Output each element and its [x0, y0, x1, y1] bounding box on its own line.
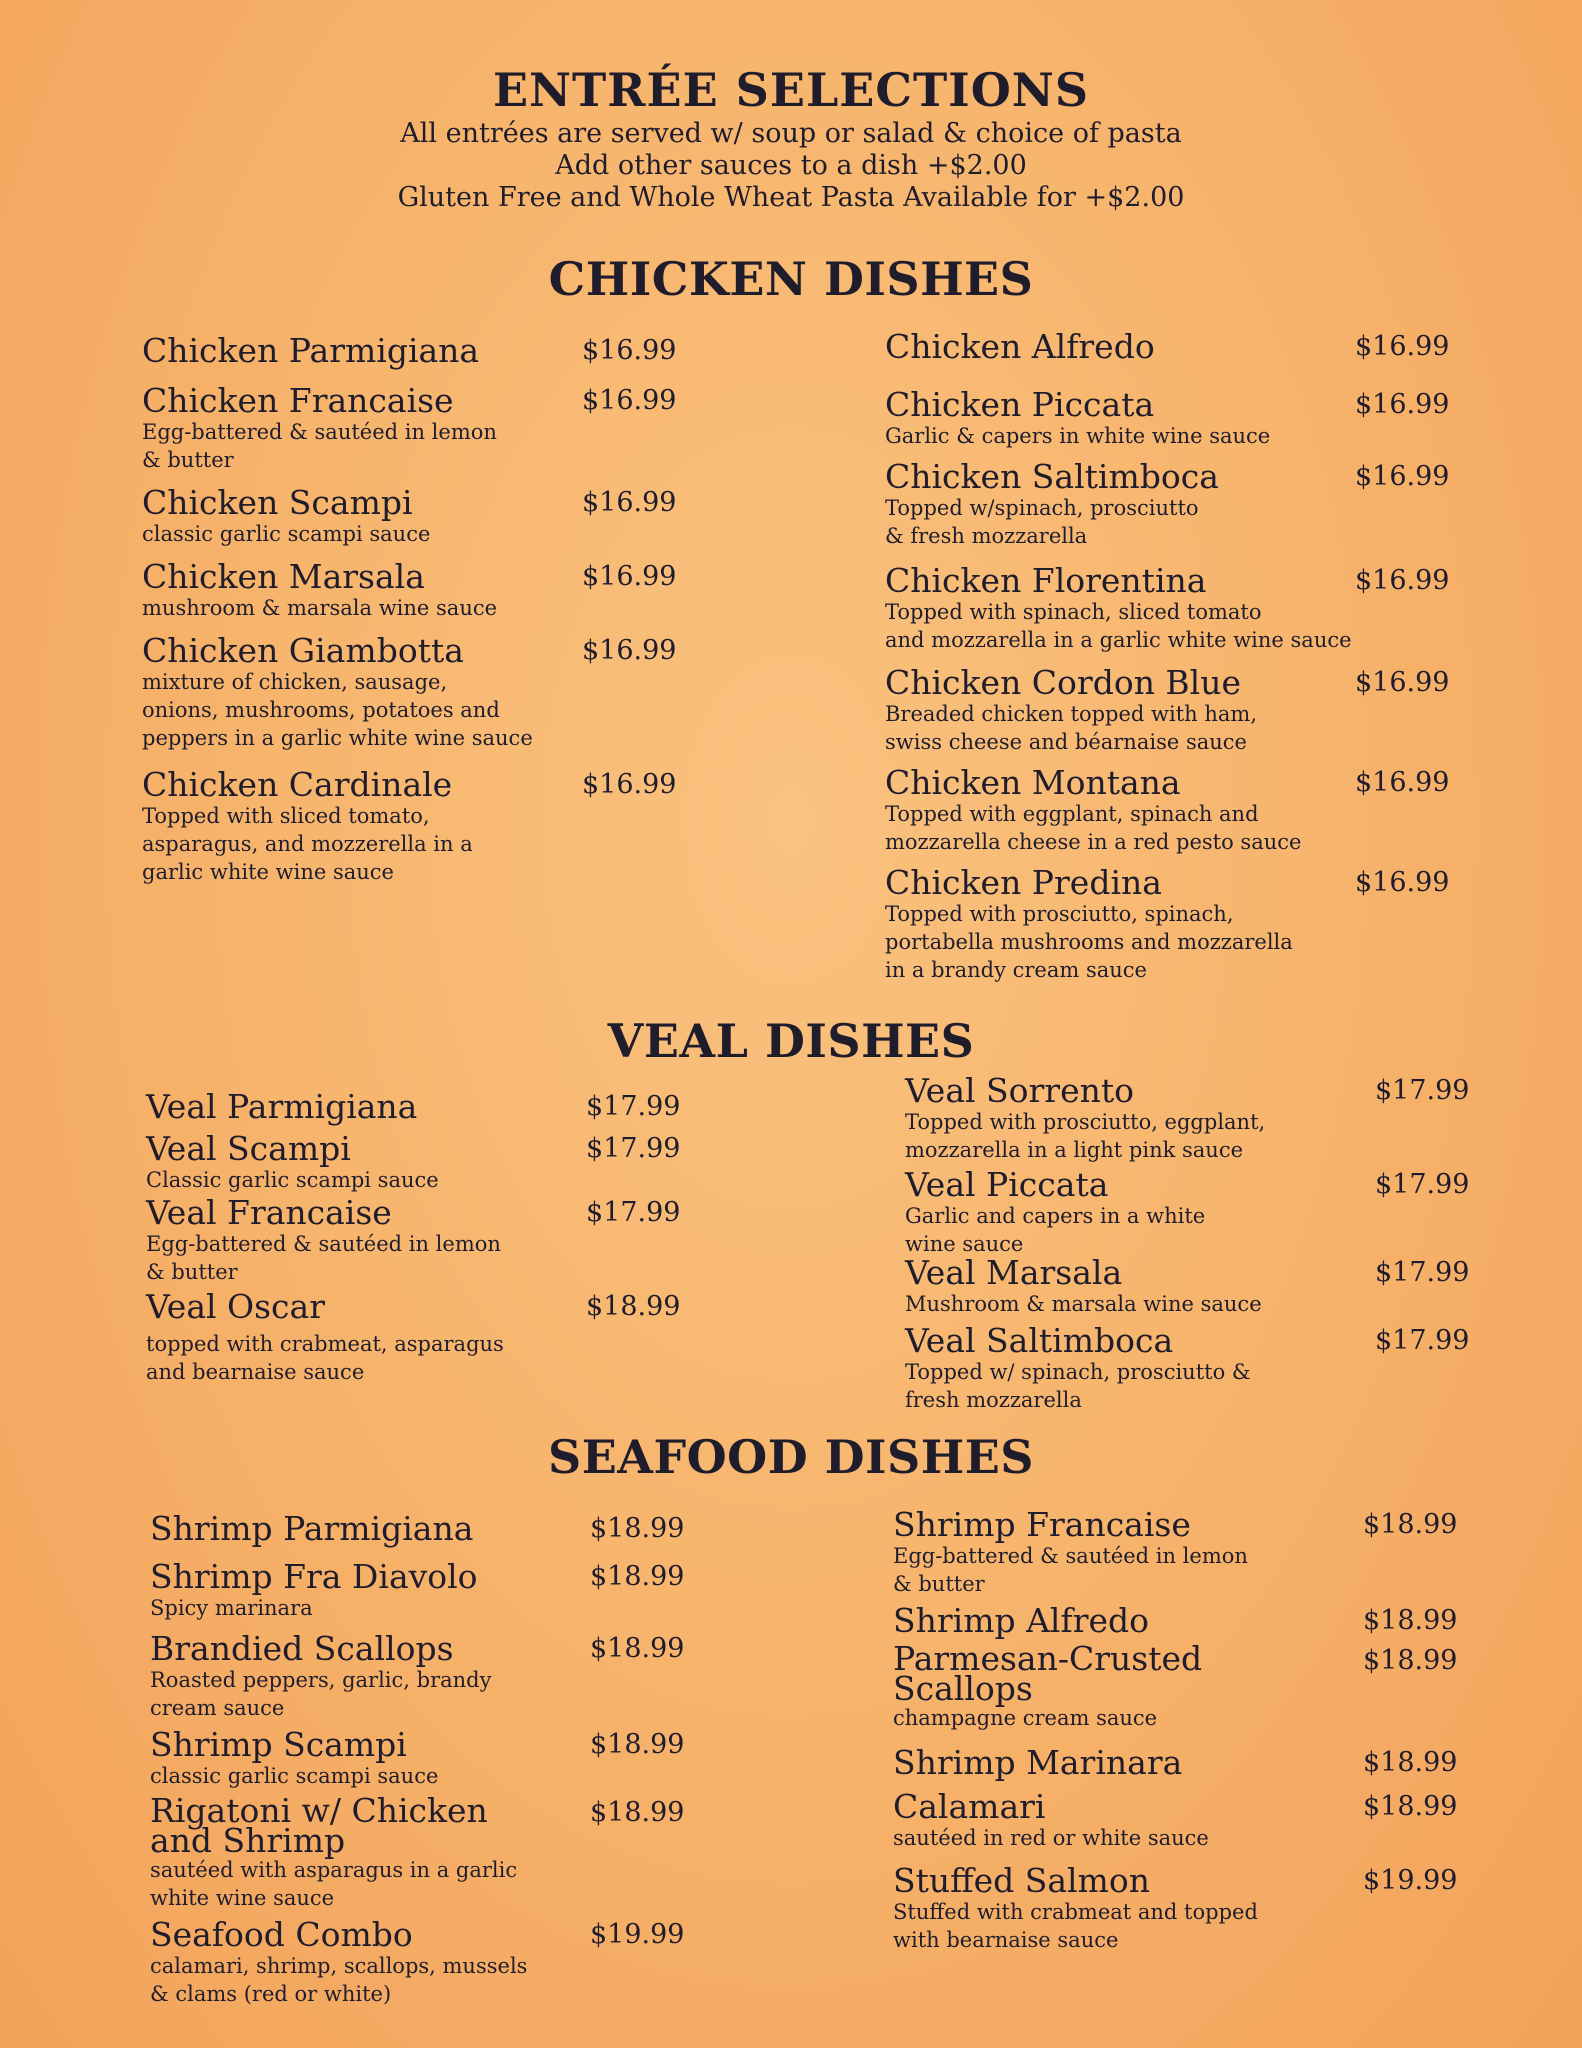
menu-item-chicken-cordon-blue — [885, 663, 1485, 756]
item-price: $16.99 — [1355, 389, 1450, 420]
menu-item-parmesan-crusted-scallops — [893, 1639, 1493, 1732]
item-name: Chicken Scampi — [142, 483, 413, 522]
item-name: Brandied Scallops — [150, 1629, 454, 1668]
item-description: Topped with sliced tomato, asparagus, and mozzerella in a garlic white wine sauce — [142, 804, 473, 884]
menu-item-veal-francaise — [146, 1193, 746, 1286]
item-price: $18.99 — [590, 1797, 685, 1828]
item-price: $17.99 — [1375, 1169, 1470, 1200]
menu-item-chicken-cardinale — [142, 765, 742, 886]
item-name: Shrimp Alfredo — [893, 1601, 1149, 1640]
menu-item-brandied-scallops — [150, 1629, 750, 1722]
header-note-gluten-free: Gluten Free and Whole Wheat Pasta Available for +$2.00 — [397, 182, 1185, 213]
item-price: $18.99 — [590, 1633, 685, 1664]
menu-item-chicken-saltimboca — [885, 457, 1485, 550]
item-description: mixture of chicken, sausage, onions, mushrooms, potatoes and peppers in a garlic white wine sauce — [142, 670, 533, 750]
menu-item-chicken-florentina — [885, 561, 1485, 654]
item-description: Topped with prosciutto, spinach, portabella mushrooms and mozzarella in a brandy cream sauce — [885, 902, 1293, 982]
item-price: $17.99 — [586, 1197, 681, 1228]
item-name: Veal Marsala — [905, 1253, 1123, 1292]
item-name: Chicken Francaise — [142, 381, 454, 420]
item-price: $16.99 — [1355, 867, 1450, 898]
item-name: Veal Scampi — [146, 1129, 351, 1168]
item-price: $18.99 — [586, 1291, 681, 1322]
menu-item-veal-marsala — [905, 1253, 1505, 1318]
header-note-sauces: Add other sauces to a dish +$2.00 — [555, 150, 1027, 181]
item-description: Garlic & capers in white wine sauce — [885, 424, 1271, 448]
item-description: Topped with spinach, sliced tomato and mozzarella in a garlic white wine sauce — [885, 600, 1352, 652]
menu-item-chicken-scampi — [142, 483, 742, 548]
item-price: $17.99 — [1375, 1075, 1470, 1106]
item-description: sautéed with asparagus in a garlic white wine sauce — [150, 1858, 518, 1910]
item-name: Chicken Cordon Blue — [885, 663, 1242, 702]
menu-item-rigatoni-chicken-shrimp — [150, 1791, 750, 1912]
page-title: ENTRÉE SELECTIONS — [492, 63, 1090, 117]
menu-item-chicken-alfredo — [885, 327, 1485, 366]
menu-item-shrimp-francaise — [893, 1505, 1493, 1598]
item-description: Egg-battered & sautéed in lemon & butter — [142, 420, 497, 472]
item-name: Chicken Predina — [885, 863, 1162, 902]
item-description: Roasted peppers, garlic, brandy cream sauce — [150, 1668, 492, 1720]
menu-item-chicken-montana — [885, 763, 1485, 856]
item-description: Mushroom & marsala wine sauce — [905, 1292, 1262, 1316]
item-price: $17.99 — [1375, 1325, 1470, 1356]
item-name: Veal Oscar — [146, 1287, 325, 1326]
item-name: Calamari — [893, 1787, 1046, 1826]
item-price: $16.99 — [1355, 461, 1450, 492]
item-price: $16.99 — [1355, 565, 1450, 596]
item-name: Shrimp Fra Diavolo — [150, 1557, 478, 1596]
item-price: $18.99 — [1363, 1509, 1458, 1540]
item-price: $16.99 — [582, 635, 677, 666]
menu-item-shrimp-alfredo — [893, 1601, 1493, 1640]
item-description: sautéed in red or white sauce — [893, 1826, 1209, 1850]
item-price: $16.99 — [1355, 331, 1450, 362]
item-name: Veal Saltimboca — [905, 1321, 1174, 1360]
item-price: $18.99 — [1363, 1747, 1458, 1778]
item-name: Shrimp Scampi — [150, 1725, 407, 1764]
item-description: Garlic and capers in a white wine sauce — [905, 1204, 1206, 1256]
item-name: Chicken Giambotta — [142, 631, 464, 670]
menu-header — [0, 62, 1582, 214]
menu-item-chicken-piccata — [885, 385, 1485, 450]
item-description: Egg-battered & sautéed in lemon & butter — [146, 1232, 501, 1284]
menu-item-chicken-predina — [885, 863, 1485, 984]
item-price: $16.99 — [582, 385, 677, 416]
item-description: Topped with prosciutto, eggplant, mozzarella in a light pink sauce — [905, 1110, 1266, 1162]
item-price: $16.99 — [582, 769, 677, 800]
item-description: champagne cream sauce — [893, 1706, 1158, 1730]
item-name: Chicken Montana — [885, 763, 1181, 802]
item-description: Topped w/spinach, prosciutto & fresh mozzarella — [885, 496, 1199, 548]
menu-item-chicken-francaise — [142, 381, 742, 474]
item-price: $18.99 — [590, 1729, 685, 1760]
menu-item-veal-parmigiana — [146, 1087, 746, 1126]
item-name: Chicken Marsala — [142, 557, 425, 596]
item-name: Shrimp Parmigiana — [150, 1509, 474, 1548]
item-name: Chicken Piccata — [885, 385, 1155, 424]
item-price: $16.99 — [1355, 767, 1450, 798]
item-name: Chicken Alfredo — [885, 327, 1155, 366]
item-name: Veal Piccata — [905, 1165, 1109, 1204]
item-price: $17.99 — [586, 1091, 681, 1122]
item-name: Seafood Combo — [150, 1915, 413, 1954]
menu-item-chicken-giambotta — [142, 631, 742, 752]
item-price: $18.99 — [590, 1513, 685, 1544]
item-price: $16.99 — [582, 335, 677, 366]
item-name: Veal Francaise — [146, 1193, 392, 1232]
item-price: $19.99 — [590, 1919, 685, 1950]
item-price: $16.99 — [582, 487, 677, 518]
menu-item-veal-scampi — [146, 1129, 746, 1194]
item-description: Egg-battered & sautéed in lemon & butter — [893, 1544, 1248, 1596]
section-title-seafood: SEAFOOD DISHES — [547, 1430, 1035, 1484]
item-description: Topped w/ spinach, prosciutto & fresh mozzarella — [905, 1360, 1251, 1412]
item-description: Topped with eggplant, spinach and mozzarella cheese in a red pesto sauce — [885, 802, 1302, 854]
item-name: Chicken Saltimboca — [885, 457, 1219, 496]
menu-item-veal-saltimboca — [905, 1321, 1505, 1414]
menu-item-veal-piccata — [905, 1165, 1505, 1258]
item-price: $18.99 — [1363, 1645, 1458, 1676]
item-description: classic garlic scampi sauce — [142, 522, 431, 546]
item-name: Chicken Parmigiana — [142, 331, 480, 370]
menu-item-chicken-marsala — [142, 557, 742, 622]
item-price: $18.99 — [1363, 1791, 1458, 1822]
menu-item-shrimp-marinara — [893, 1743, 1493, 1782]
item-price: $17.99 — [586, 1133, 681, 1164]
menu-item-calamari — [893, 1787, 1493, 1852]
item-description: classic garlic scampi sauce — [150, 1764, 439, 1788]
menu-item-shrimp-scampi — [150, 1725, 750, 1790]
item-price: $16.99 — [582, 561, 677, 592]
section-title-chicken: CHICKEN DISHES — [548, 252, 1034, 306]
item-name: Chicken Cardinale — [142, 765, 453, 804]
section-title-veal: VEAL DISHES — [607, 1014, 975, 1068]
item-price: $16.99 — [1355, 667, 1450, 698]
item-name: Shrimp Francaise — [893, 1505, 1191, 1544]
item-price: $18.99 — [590, 1561, 685, 1592]
item-name: Parmesan-Crusted Scallops — [893, 1639, 1203, 1708]
item-description: Breaded chicken topped with ham, swiss cheese and béarnaise sauce — [885, 702, 1258, 754]
item-name: Veal Sorrento — [905, 1071, 1134, 1110]
item-name: Stuffed Salmon — [893, 1861, 1150, 1900]
menu-item-veal-sorrento — [905, 1071, 1505, 1164]
item-name: Chicken Florentina — [885, 561, 1207, 600]
item-name: Veal Parmigiana — [146, 1087, 418, 1126]
menu-item-stuffed-salmon — [893, 1861, 1493, 1954]
item-description: Stuffed with crabmeat and topped with bearnaise sauce — [893, 1900, 1258, 1952]
item-price: $18.99 — [1363, 1605, 1458, 1636]
item-description: calamari, shrimp, scallops, mussels & clams (red or white) — [150, 1954, 528, 2006]
item-name: Rigatoni w/ Chicken and Shrimp — [150, 1791, 488, 1860]
item-name: Shrimp Marinara — [893, 1743, 1183, 1782]
menu-item-chicken-parmigiana — [142, 331, 742, 370]
item-description: topped with crabmeat, asparagus and bearnaise sauce — [146, 1332, 504, 1384]
item-description: Spicy marinara — [150, 1596, 313, 1620]
item-description: mushroom & marsala wine sauce — [142, 596, 498, 620]
item-price: $17.99 — [1375, 1257, 1470, 1288]
menu-item-shrimp-fra-diavolo — [150, 1557, 750, 1622]
item-price: $19.99 — [1363, 1865, 1458, 1896]
menu-item-veal-oscar — [146, 1287, 746, 1386]
menu-item-seafood-combo — [150, 1915, 750, 2008]
header-note-soup-salad: All entrées are served w/ soup or salad & choice of pasta — [400, 118, 1182, 149]
menu-item-shrimp-parmigiana — [150, 1509, 750, 1548]
item-description: Classic garlic scampi sauce — [146, 1168, 439, 1192]
